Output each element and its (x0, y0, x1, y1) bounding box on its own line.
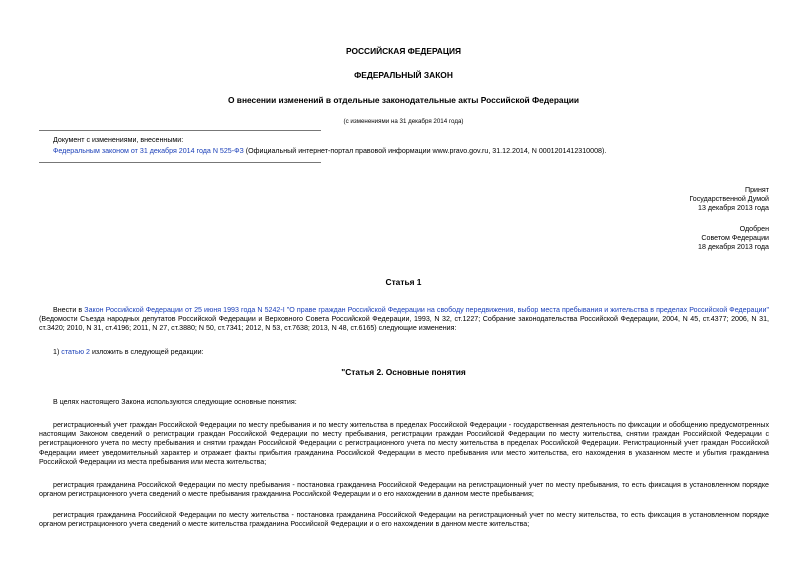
article-2-paragraph: регистрация гражданина Российской Федерации по месту пребывания - постановка гражданина Российской Федерации на регистрационный учет по месту пребывания, то есть фиксация в установленном порядке органом регистрационного учета сведений о месте пребывания гражданина Российской Федерации и о его нахождении в данном месте пребывания; (39, 481, 769, 499)
approved-line: Одобрен (739, 225, 769, 233)
article-2-heading: "Статья 2. Основные понятия (341, 367, 466, 377)
article-2-paragraph: В целях настоящего Закона используются следующие основные понятия: (53, 398, 297, 406)
amended-date: (с изменениями на 31 декабря 2014 года) (343, 118, 464, 125)
approved-body: Советом Федерации (701, 234, 769, 243)
divider-bottom (39, 162, 321, 163)
amend-note-source: (Официальный интернет-портал правовой информации www.pravo.gov.ru, 31.12.2014, N 0001201412310008). (243, 147, 607, 155)
article-2-paragraph: регистрационный учет граждан Российской Федерации по месту пребывания и по месту жительства в пределах Российской Федерации - государственная деятельность по фиксации и обобщению предусмотренных настоящим Законом сведений о регистрации граждан Российской Федерации по месту пребывания, регистрации граждан Российской Федерации по месту жительства, снятии граждан Российской Федерации с регистрационного учета по месту пребывания и снятии граждан Российской Федерации с регистрационного учета по месту жительства в пределах Российской Федерации. Регистрационный учет граждан Российской Федерации имеет уведомительный характер и отражает факты прибытия гражданина Российской Федерации в место пребывания или место жительства, его нахождения в указанном месте и убытия гражданина Российской Федерации из места пребывания или места жительства; (39, 421, 769, 466)
adoption-accepted (569, 186, 769, 214)
article-2-link[interactable]: статью 2 (61, 348, 90, 356)
law-type-heading: ФЕДЕРАЛЬНЫЙ ЗАКОН (354, 70, 453, 80)
amending-law-link[interactable]: Федеральным законом от 31 декабря 2014 года N 525-ФЗ (53, 147, 244, 155)
divider-top (39, 130, 321, 131)
law-5242-link[interactable]: Закон Российской Федерации от 25 июня 1993 года N 5242-I "О праве граждан Российской Федерации на свободу передвижения, выбор места пребывания и жительства в пределах Российской Федерации" (84, 306, 769, 314)
amend-note (53, 147, 773, 156)
intro-sources: (Ведомости Съезда народных депутатов Российской Федерации и Верховного Совета Российской Федерации, 1993, N 32, ст.1227; Собрание законодательства Российской Федерации, 2004, N 45, ст.4377; 2006, N 31, ст.3420; 2010, N 31, ст.4196; 2011, N 27, ст.3880; N 50, ст.7341; 2012, N 53, ст.7638; 2013, N 48, ст.6165) следующие изменения: (39, 315, 769, 333)
article-1-heading: Статья 1 (385, 277, 422, 287)
approved-date: 18 декабря 2013 года (698, 243, 769, 252)
accepted-line: Принят (744, 186, 769, 194)
country-heading: РОССИЙСКАЯ ФЕДЕРАЦИЯ (345, 46, 462, 56)
article-1-intro (39, 306, 769, 334)
article-2-paragraph: регистрация гражданина Российской Федерации по месту жительства - постановка гражданина Российской Федерации на регистрационный учет по месту жительства, то есть фиксация в установленном порядке органом регистрационного учета сведений о месте жительства гражданина Российской Федерации и о его нахождении в данном месте жительства; (39, 511, 769, 529)
amend-note-label: Документ с изменениями, внесенными: (53, 136, 184, 144)
adoption-approved (569, 225, 769, 253)
accepted-body: Государственной Думой (689, 195, 769, 204)
item-1-number: 1) (53, 348, 62, 356)
document-title: О внесении изменений в отдельные законодательные акты Российской Федерации (227, 95, 580, 105)
item-1-text: изложить в следующей редакции: (89, 348, 204, 356)
article-1-item-1 (39, 348, 769, 357)
accepted-date: 13 декабря 2013 года (698, 204, 769, 213)
intro-lead: Внести в (53, 306, 85, 314)
